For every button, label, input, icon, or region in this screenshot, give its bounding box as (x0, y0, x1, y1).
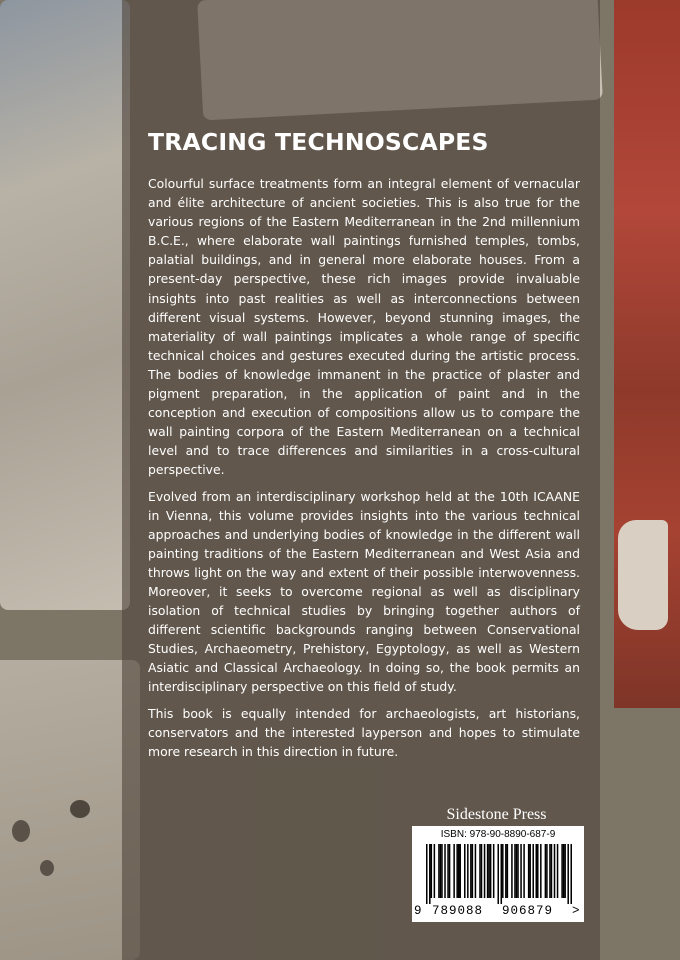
barcode-bar (464, 844, 466, 898)
ean-lead-digit: 9 (414, 904, 422, 918)
barcode-bar (438, 844, 440, 898)
barcode-bar (475, 844, 477, 898)
blurb-paragraph: Colourful surface treatments form an integral element of vernacular and élite architecture of ancient societies. This is also true for the various regions of the Eastern Mediterranean in the 2nd millennium B.C.E., where elaborate wall paintings furnished temples, tombs, palatial buildings, and in general more elaborate houses. From a present-day perspective, these rich images provide invaluable insights into past realities as well as interconnections between different visual systems. However, beyond stunning images, the materiality of wall paintings implicates a whole range of specific technical choices and gestures executed during the artistic process. The bodies of knowledge immanent in the practice of plaster and pigment preparation, in the application of paint and in the conception and execution of compositions allow us to compare the wall painting corpora of the Eastern Mediterranean on a technical level and to trace differences and similarities in a cross-cultural perspective. (148, 176, 580, 478)
barcode-bar (470, 844, 472, 898)
barcode-bar (549, 844, 551, 898)
barcode-bar (497, 844, 499, 904)
barcode-bar (514, 844, 516, 898)
book-title: TRACING TECHNOSCAPES (148, 128, 489, 156)
barcode-bar (546, 844, 548, 898)
barcode-bar (488, 844, 490, 898)
barcode-bar (490, 844, 492, 898)
ean-left-group: 789088 (432, 904, 484, 918)
barcode-bar (536, 844, 538, 898)
barcode-bar (493, 844, 495, 898)
barcode-bar (447, 844, 449, 898)
barcode-bar (505, 844, 507, 898)
barcode-bar (467, 844, 469, 898)
barcode-bar (458, 844, 460, 898)
barcode-image (426, 844, 572, 904)
isbn-label: ISBN: 978-90-8890-687-9 (440, 829, 556, 840)
barcode-bar (551, 844, 553, 898)
barcode-bar (481, 844, 483, 898)
barcode-bar (501, 844, 503, 904)
barcode-bar (532, 844, 534, 898)
barcode-bar (459, 844, 461, 898)
blurb-paragraph: Evolved from an interdisciplinary workshop held at the 10th ICAANE in Vienna, this volume provides insights into the various technical approaches and underlying bodies of knowledge in the different wall painting traditions of the Eastern Mediterranean and West Asia and throws light on the way and extent of their possible interwovenness. Moreover, it seeks to overcome regional as well as disciplinary isolation of technical studies by bringing together authors of different scientific backgrounds ranging between Conservational Studies, Archaeometry, Prehistory, Egyptology, as well as Western Asiatic and Classical Archaeology. In doing so, the book permits an interdisciplinary perspective on this field of study. (148, 488, 580, 695)
barcode-bar (528, 844, 530, 898)
barcode-bar (456, 844, 458, 898)
plaster-chip (618, 520, 668, 630)
barcode-bar (449, 844, 451, 898)
barcode-bar (557, 844, 559, 898)
barcode-bar (564, 844, 566, 898)
barcode-bar (554, 844, 556, 898)
barcode-bar (479, 844, 481, 898)
publisher-name: Sidestone Press (446, 806, 547, 823)
barcode-bar (523, 844, 525, 898)
barcode-bar (440, 844, 442, 898)
ean-right-group: 906879 (502, 904, 554, 918)
barcode-panel (412, 826, 584, 922)
barcode-bar (567, 844, 569, 904)
barcode-bar (441, 844, 443, 898)
barcode-bar (434, 844, 436, 898)
barcode-bar (502, 844, 504, 898)
ean-trail-mark: > (572, 904, 580, 918)
barcode-bar (426, 844, 428, 904)
barcode-bar (444, 844, 446, 898)
barcode-bar (563, 844, 565, 898)
barcode-bar (453, 844, 455, 898)
blurb-paragraph: This book is equally intended for archaeologists, art historians, conservators and the interested layperson and hopes to stimulate more research in this direction in future. (148, 705, 580, 759)
barcode-bar (545, 844, 547, 898)
barcode-bar (517, 844, 519, 898)
barcode-bar (484, 844, 486, 898)
barcode-bar (537, 844, 539, 898)
barcode-bar (487, 844, 489, 898)
barcode-bar (472, 844, 474, 898)
barcode-bar (570, 844, 572, 904)
barcode-bar (529, 844, 531, 898)
barcode-bar (540, 844, 542, 898)
barcode-bar (431, 844, 433, 898)
blurb (148, 174, 580, 768)
barcode-bar (507, 844, 509, 898)
barcode-bar (516, 844, 518, 898)
barcode-bar (520, 844, 522, 898)
barcode-bar (561, 844, 563, 898)
barcode-bar (429, 844, 431, 904)
barcode-bar (511, 844, 513, 898)
